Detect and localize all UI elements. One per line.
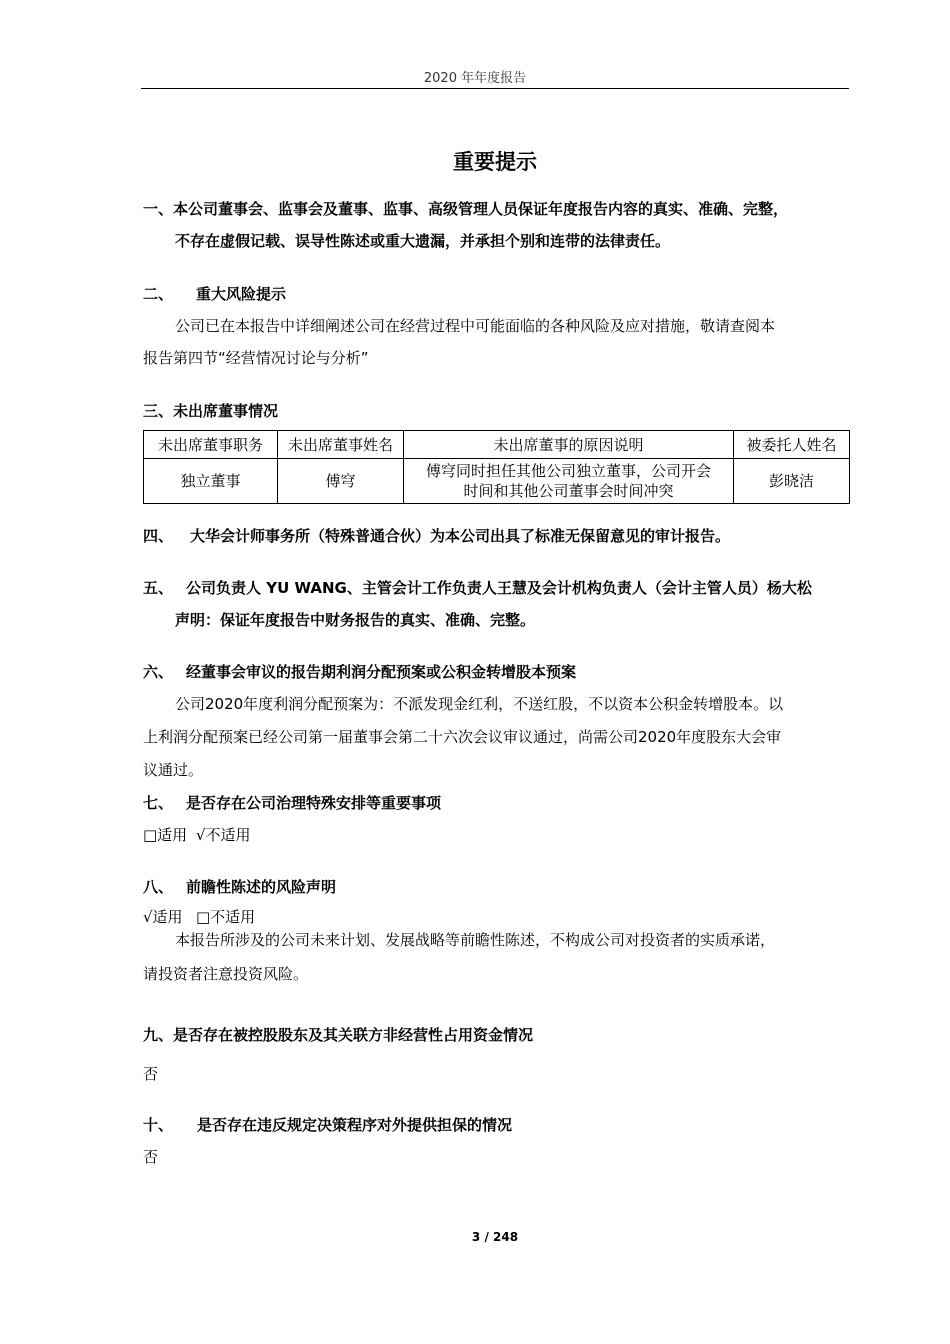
section-8-line-2: 请投资者注意投资风险。 <box>143 965 309 983</box>
page-number: 3 / 248 <box>471 1230 519 1244</box>
s7-not-applicable-option: √不适用 <box>196 826 251 844</box>
col-header-reason: 未出席董事的原因说明 <box>404 431 734 459</box>
section-8-line-1: 本报告所涉及的公司未来计划、发展战略等前瞻性陈述，不构成公司对投资者的实质承诺， <box>175 931 776 949</box>
section-1-line-1: 一、本公司董事会、监事会及董事、监事、高级管理人员保证年度报告内容的真实、准确、完整， <box>143 200 789 218</box>
section-4-number: 四、 <box>143 527 174 545</box>
section-6-line-3: 议通过。 <box>143 761 204 779</box>
section-4-text: 大华会计师事务所（特殊普通合伙）为本公司出具了标准无保留意见的审计报告。 <box>190 527 731 545</box>
section-3-heading: 三、未出席董事情况 <box>143 402 279 420</box>
table-row <box>144 459 850 504</box>
section-2-line-2: 报告第四节“经营情况讨论与分析” <box>143 349 369 367</box>
section-6-line-1: 公司2020年度利润分配预案为：不派发现金红利，不送红股，不以资本公积金转增股本。以 <box>175 695 784 713</box>
s8-not-applicable-option: □不适用 <box>196 908 256 926</box>
section-2-heading: 重大风险提示 <box>196 285 287 303</box>
section-1-line-2: 不存在虚假记载、误导性陈述或重大遗漏，并承担个别和连带的法律责任。 <box>175 232 671 250</box>
section-8-heading: 前瞻性陈述的风险声明 <box>186 878 337 896</box>
section-10-heading: 是否存在违反规定决策程序对外提供担保的情况 <box>197 1116 513 1134</box>
section-10-answer: 否 <box>143 1148 159 1166</box>
section-7-number: 七、 <box>143 794 174 812</box>
cell-position: 独立董事 <box>144 459 278 504</box>
header-divider <box>141 88 849 89</box>
table-header-row <box>144 431 850 459</box>
section-5-number: 五、 <box>143 579 174 597</box>
section-6-line-2: 上利润分配预案已经公司第一届董事会第二十六次会议审议通过，尚需公司2020年度股东大会审 <box>143 728 782 746</box>
section-2-line-1: 公司已在本报告中详细阐述公司在经营过程中可能面临的各种风险及应对措施，敬请查阅本 <box>175 317 776 335</box>
section-6-heading: 经董事会审议的报告期利润分配预案或公积金转增股本预案 <box>186 663 577 681</box>
cell-reason-line-2: 时间和其他公司董事会时间冲突 <box>463 482 674 500</box>
report-header: 2020 年年度报告 <box>423 71 527 86</box>
cell-reason <box>404 459 734 504</box>
cell-name: 傅穹 <box>278 459 404 504</box>
absent-directors-table <box>143 430 850 504</box>
s7-applicable-option: □适用 <box>143 826 188 844</box>
col-header-position: 未出席董事职务 <box>144 431 278 459</box>
section-5-line-2: 声明：保证年度报告中财务报告的真实、准确、完整。 <box>175 611 536 629</box>
col-header-name: 未出席董事姓名 <box>278 431 404 459</box>
section-7-heading: 是否存在公司治理特殊安排等重要事项 <box>186 794 442 812</box>
page-title: 重要提示 <box>453 150 537 174</box>
section-9-answer: 否 <box>143 1065 159 1083</box>
section-10-number: 十、 <box>143 1116 174 1134</box>
col-header-proxy: 被委托人姓名 <box>734 431 850 459</box>
section-9-heading: 九、是否存在被控股股东及其关联方非经营性占用资金情况 <box>143 1026 534 1044</box>
s8-applicable-option: √适用 <box>143 908 183 926</box>
cell-proxy: 彭晓洁 <box>734 459 850 504</box>
cell-reason-line-1: 傅穹同时担任其他公司独立董事，公司开会 <box>425 462 711 480</box>
section-8-number: 八、 <box>143 878 174 896</box>
section-5-line-1: 公司负责人 YU WANG、主管会计工作负责人王慧及会计机构负责人（会计主管人员）杨大松 <box>186 579 812 597</box>
section-6-number: 六、 <box>143 663 174 681</box>
section-2-number: 二、 <box>143 285 174 303</box>
